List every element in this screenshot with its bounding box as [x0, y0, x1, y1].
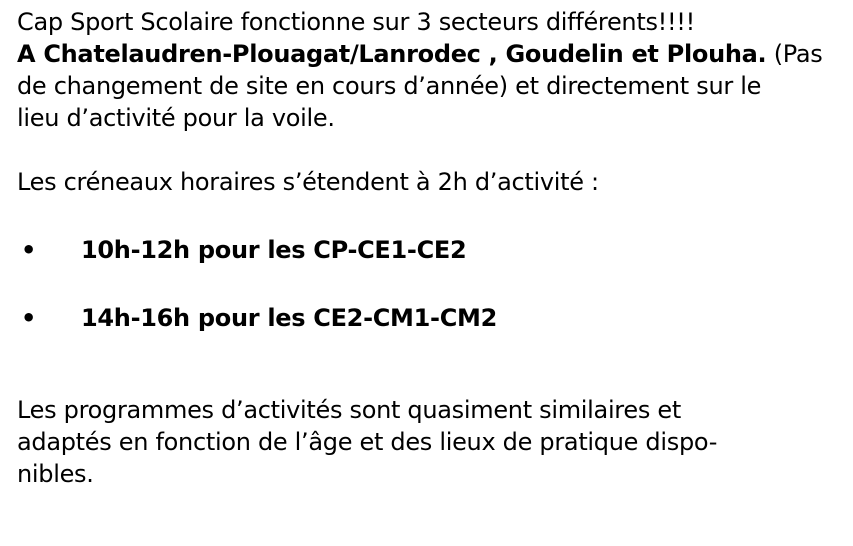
schedule-intro: Les créneaux horaires s’étendent à 2h d’activité :: [17, 168, 599, 196]
closing-line-2: adaptés en fonction de l’âge et des lieux de pratique dispo-: [17, 428, 718, 456]
closing-line-1: Les programmes d’activités sont quasiment similaires et: [17, 396, 681, 424]
schedule-bullet-2: [17, 302, 837, 334]
intro-line-3: de changement de site en cours d’année) et directement sur le: [17, 72, 762, 100]
intro-continuation: (Pas: [766, 40, 823, 68]
intro-line-4: lieu d’activité pour la voile.: [17, 104, 335, 132]
intro-line-1: Cap Sport Scolaire fonctionne sur 3 secteurs différents!!!!: [17, 8, 695, 36]
closing-line-3: nibles.: [17, 460, 94, 488]
document-body: [17, 6, 837, 490]
intro-line-2: [17, 38, 837, 70]
bullet-text: 14h-16h pour les CE2-CM1-CM2: [81, 304, 497, 332]
bullet-icon: •: [21, 304, 37, 332]
bullet-text: 10h-12h pour les CP-CE1-CE2: [81, 236, 467, 264]
sites-list: A Chatelaudren-Plouagat/Lanrodec , Goudelin et Plouha.: [17, 40, 767, 68]
bullet-icon: •: [21, 236, 37, 264]
schedule-bullet-1: [17, 234, 837, 266]
